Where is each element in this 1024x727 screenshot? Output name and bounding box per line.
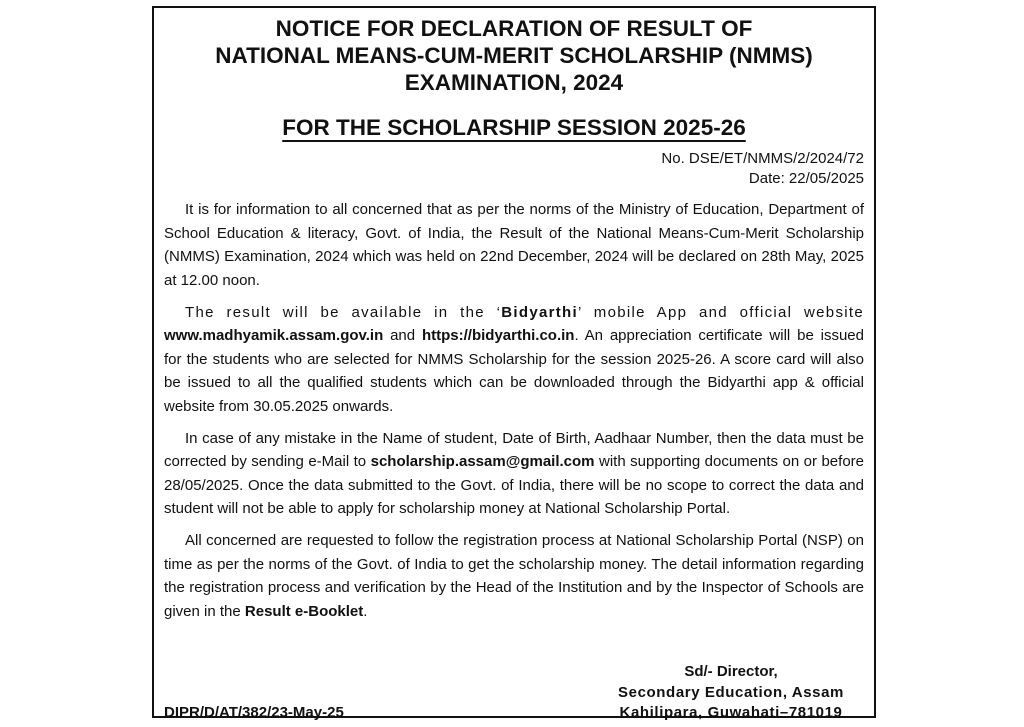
p2-after-app: ’ mobile App and official website xyxy=(577,303,864,321)
paragraph-2 xyxy=(164,301,864,419)
p3-intro: In case of any mistake in the Name of student, Date of Birth, Aadhaar Number, then the data must be corrected by sending e-Mail to xyxy=(164,429,864,470)
title-line-2: NATIONAL MEANS-CUM-MERIT SCHOLARSHIP (NMMS) xyxy=(215,43,813,68)
website-link-bidyarthi[interactable]: https://bidyarthi.co.in xyxy=(421,327,575,344)
p4-text: All concerned are requested to follow the registration process at National Scholarship Portal (NSP) on time as per the norms of the Govt. of India to get the scholarship money. The detail information regarding the registration process and verification by the Head of the Institution and by the Inspector of Schools are given in the xyxy=(164,532,864,620)
title-line-1: NOTICE FOR DECLARATION OF RESULT OF xyxy=(275,16,753,41)
subtitle-text: FOR THE SCHOLARSHIP SESSION 2025-26 xyxy=(282,115,746,140)
dipr-code: DIPR/D/AT/382/23-May-25 xyxy=(164,704,344,721)
signature-line-2: Secondary Education, Assam xyxy=(618,683,844,701)
notice-subtitle xyxy=(154,114,874,142)
p2-rest: . An appreciation certificate will be issued for the students who are selected for NMMS Scholarship for the session 2025-26. A score card will also be issued to all the qualified students which can be downloaded through the Bidyarthi app & official website from 30.05.2025 onwards. xyxy=(164,327,864,415)
title-line-3: EXAMINATION, 2024 xyxy=(404,70,624,95)
signature-block xyxy=(618,662,844,724)
paragraph-1: It is for information to all concerned that as per the norms of the Ministry of Education, Department of School Education & literacy, Govt. of India, the Result of the National Means-Cum-Merit Scholarship (NMMS) Examination, 2024 which was held on 22nd December, 2024 will be declared on 28th May, 2025 at 12.00 noon. xyxy=(164,201,864,289)
p3-rest: with supporting documents on or before 28/05/2025. Once the data submitted to the Govt. of India, there will be no scope to correct the data and student will not be able to apply for scholarship money at National Scholarship Portal. xyxy=(164,453,864,517)
reference-number: No. DSE/ET/NMMS/2/2024/72 xyxy=(661,150,864,167)
app-name: Bidyarthi xyxy=(501,303,578,321)
signature-line-3: Kahilipara, Guwahati–781019 xyxy=(619,704,843,721)
p2-intro: The result will be available in the ‘ xyxy=(185,303,502,321)
result-booklet: Result e-Booklet xyxy=(244,602,364,620)
notice-title xyxy=(154,15,874,96)
website-link-madhyamik[interactable]: www.madhyamik.assam.gov.in xyxy=(164,327,384,344)
notice-body xyxy=(164,198,864,632)
notice-date: Date: 22/05/2025 xyxy=(748,170,864,187)
notice-box xyxy=(152,6,876,721)
signature-line-1: Sd/- Director, xyxy=(684,663,778,680)
paragraph-4 xyxy=(164,529,864,623)
email-link[interactable]: scholarship.assam@gmail.com xyxy=(370,453,595,470)
p2-and: and xyxy=(383,327,422,344)
paragraph-3 xyxy=(164,427,864,521)
p4-end: . xyxy=(363,602,368,620)
